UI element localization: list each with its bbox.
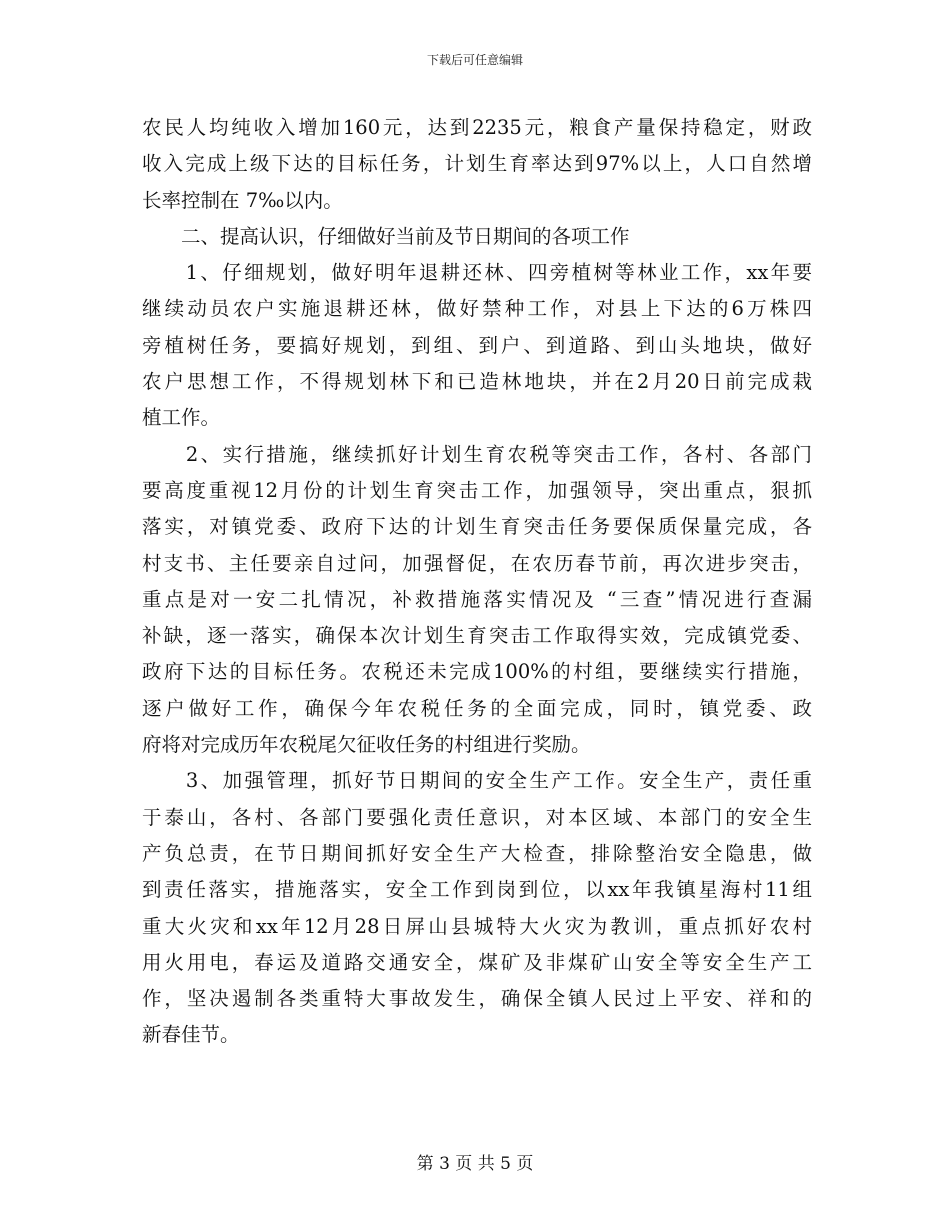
text-line: 农民人均纯收入增加160元，达到2235元，粮食产量保持稳定，财政 [142,116,812,139]
text-line: 产负总责，在节日期间抓好安全生产大检查，排除整治安全隐患，做 [142,841,812,865]
text-line: 重大火灾和xx年12月28日屏山县城特大火灾为教训，重点抓好农村 [142,914,812,938]
page-number: 第 3 页 共 5 页 [416,1154,534,1174]
text-line: 2、实行措施，继续抓好计划生育农税等突击工作，各村、各部门 [142,442,812,466]
text-line: 长率控制在 7‰以内。 [142,188,343,212]
text-line: 村支书、主任要亲自过问，加强督促，在农历春节前，再次进步突击， [142,551,812,575]
paragraph-item-3 [142,763,812,1053]
text-line: 新春佳节。 [142,1023,240,1047]
text-line: 用火用电，春运及道路交通安全，煤矿及非煤矿山安全等安全生产工 [142,950,812,974]
section-heading [142,219,812,255]
paragraph-item-2 [142,437,812,764]
text-line: 植工作。 [142,406,221,430]
text-line: 3、加强管理，抓好节日期间的安全生产工作。安全生产，责任重 [142,769,812,793]
text-line: 重点是对一安二扎情况，补救措施落实情况及 “三查”情况进行查漏 [142,587,812,611]
text-line: 农户思想工作，不得规划林下和已造林地块，并在2月20日前完成栽 [142,370,812,394]
paragraph-1 [142,110,812,219]
text-line: 要高度重视12月份的计划生育突击工作，加强领导，突出重点，狠抓 [142,478,812,502]
text-line: 二、提高认识，仔细做好当前及节日期间的各项工作 [142,224,630,248]
text-line: 到责任落实，措施落实，安全工作到岗到位，以xx年我镇星海村11组 [142,878,812,902]
text-line: 落实，对镇党委、政府下达的计划生育突击任务要保质保量完成，各 [142,515,812,539]
text-line: 1、仔细规划，做好明年退耕还林、四旁植树等林业工作，xx年要 [142,261,812,285]
text-line: 旁植树任务，要搞好规划，到组、到户、到道路、到山头地块，做好 [142,333,812,357]
text-line: 于泰山，各村、各部门要强化责任意识，对本区域、本部门的安全生 [142,805,812,829]
text-line: 继续动员农户实施退耕还林，做好禁种工作，对县上下达的6万株四 [142,297,812,321]
text-line: 府将对完成历年农税尾欠征收任务的村组进行奖励。 [142,733,591,757]
text-line: 补缺，逐一落实，确保本次计划生育突击工作取得实效，完成镇党委、 [142,624,812,648]
document-body [142,110,812,1054]
text-line: 政府下达的目标任务。农税还未完成100%的村组，要继续实行措施， [142,660,812,684]
text-line: 作，坚决遏制各类重特大事故发生，确保全镇人民过上平安、祥和的 [142,987,812,1011]
page-header: 下载后可任意编辑 [426,53,523,67]
paragraph-item-1 [142,255,812,436]
text-line: 逐户做好工作，确保今年农税任务的全面完成，同时，镇党委、政 [142,696,812,720]
text-line: 收入完成上级下达的目标任务，计划生育率达到97%以上，人口自然增 [142,152,812,176]
